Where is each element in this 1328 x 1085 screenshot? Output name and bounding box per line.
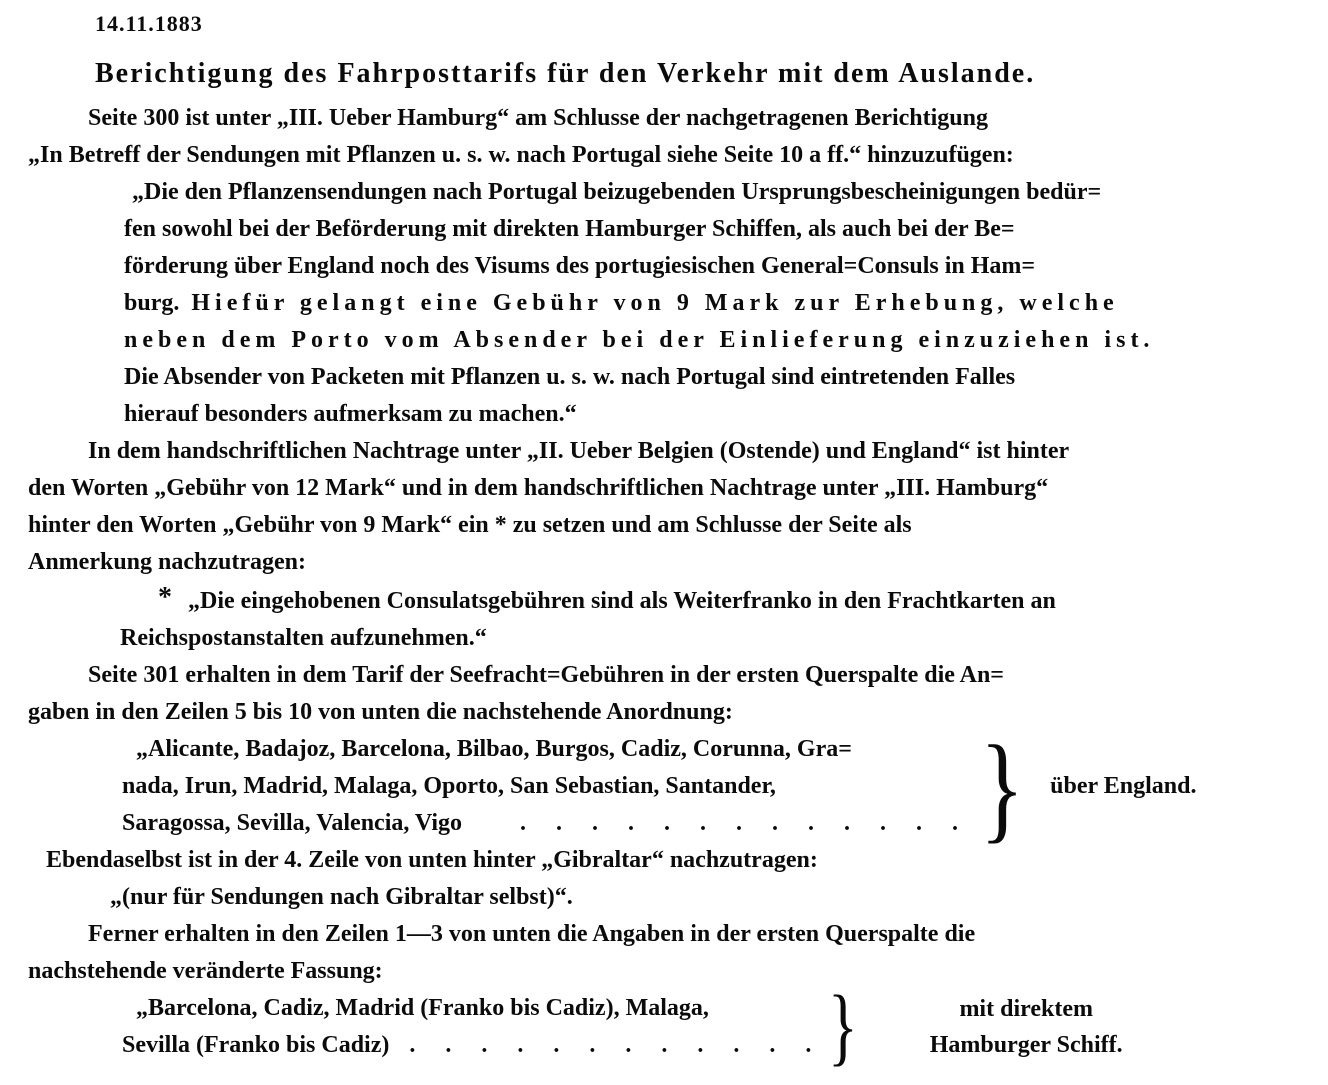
paragraph-ferner: [28, 916, 1288, 990]
text-line: nachstehende veränderte Fassung:: [28, 958, 383, 984]
text-line: hierauf besonders aufmerksam zu machen.“: [124, 401, 577, 427]
brace-label-line: mit direktem: [959, 996, 1093, 1022]
footnote-line: Reichspostanstalten aufzunehmen.“: [120, 625, 487, 651]
text-line: Seite 300 ist unter „III. Ueber Hamburg“ am Schlusse der nachgetragenen Berichtigung: [88, 105, 988, 131]
paragraph-nachtrag-belgien: [28, 433, 1288, 581]
text-line: den Worten „Gebühr von 12 Mark“ und in dem handschriftlichen Nachtrage unter „III. Hamburg“: [28, 475, 1049, 501]
text-line-emphasis: [124, 285, 1288, 322]
text-line: „Alicante, Badajoz, Barcelona, Bilbao, Burgos, Cadiz, Corunna, Gra=: [136, 736, 852, 762]
city-list: [28, 990, 828, 1064]
document-title: Berichtigung des Fahrposttarifs für den Verkehr mit dem Auslande.: [95, 58, 1036, 89]
text-segment-spaced: Hiefür gelangt eine Gebühr von 9 Mark zur Erhebung, welche: [191, 290, 1119, 316]
text-line: „(nur für Sendungen nach Gibraltar selbst)“.: [110, 884, 573, 910]
text-line: Seite 301 erhalten in dem Tarif der Seefracht=Gebühren in der ersten Querspalte die An=: [88, 662, 1004, 688]
dot-leaders: . . . . . . . . . . . .: [409, 1032, 824, 1058]
text-line: Die Absender von Packeten mit Pflanzen u. s. w. nach Portugal sind eintretenden Falles: [124, 364, 1016, 390]
text-line: [122, 805, 980, 842]
braced-list-ueber-england: [28, 720, 1288, 853]
document-date: 14.11.1883: [95, 11, 203, 36]
brace-label: [930, 991, 1123, 1063]
text-line: „Barcelona, Cadiz, Madrid (Franko bis Cadiz), Malaga,: [136, 995, 709, 1021]
city-list: [28, 731, 980, 842]
text-segment: „Die eingehobenen Consulatsgebühren sind als Weiterfranko in den Frachtkarten an: [188, 588, 1056, 614]
blockquote-pflanzensendungen: [28, 174, 1288, 433]
right-brace: }: [828, 979, 858, 1075]
right-brace: }: [980, 720, 1025, 853]
text-segment: Sevilla (Franko bis Cadiz): [122, 1032, 390, 1058]
footnote-consulatsgebuehren: [28, 581, 1288, 657]
paragraph-seite-301: [28, 657, 1288, 731]
brace-label: über England.: [1050, 773, 1197, 799]
text-line: gaben in den Zeilen 5 bis 10 von unten die nachstehende Anordnung:: [28, 699, 733, 725]
footnote-line: [158, 581, 1288, 620]
brace-label-line: Hamburger Schiff.: [929, 1032, 1123, 1058]
text-line: „In Betreff der Sendungen mit Pflanzen u. s. w. nach Portugal siehe Seite 10 a ff.“ hinzuzufügen:: [28, 142, 1014, 168]
text-line: nada, Irun, Madrid, Malaga, Oporto, San Sebastian, Santander,: [122, 773, 776, 799]
text-segment: burg.: [124, 290, 180, 316]
text-line: Ferner erhalten in den Zeilen 1—3 von unten die Angaben in der ersten Querspalte die: [88, 921, 976, 947]
text-line: fen sowohl bei der Beförderung mit direkten Hamburger Schiffen, als auch bei der Be=: [124, 216, 1015, 242]
text-segment: Saragossa, Sevilla, Valencia, Vigo: [122, 810, 463, 836]
text-line: [122, 1027, 828, 1064]
asterisk-marker: *: [158, 582, 172, 613]
dot-leaders: . . . . . . . . . . . . .: [520, 810, 971, 836]
text-line: „Die den Pflanzensendungen nach Portugal beizugebenden Ursprungsbescheinigungen bedür=: [132, 179, 1102, 205]
text-line: hinter den Worten „Gebühr von 9 Mark“ ein * zu setzen und am Schlusse der Seite als: [28, 512, 912, 538]
braced-list-hamburger-schiff: [28, 979, 1288, 1075]
text-line: Ebendaselbst ist in der 4. Zeile von unten hinter „Gibraltar“ nachzutragen:: [46, 847, 818, 873]
paragraph-gibraltar: [28, 842, 1288, 916]
text-line: Anmerkung nachzutragen:: [28, 549, 307, 575]
text-line: förderung über England noch des Visums des portugiesischen General=Consuls in Ham=: [124, 253, 1036, 279]
text-line: In dem handschriftlichen Nachtrage unter „II. Ueber Belgien (Ostende) und England“ ist hinter: [88, 438, 1070, 464]
text-line-emphasis: neben dem Porto vom Absender bei der Einlieferung einzuziehen ist.: [124, 327, 1155, 353]
paragraph-seite-300: [28, 100, 1288, 174]
